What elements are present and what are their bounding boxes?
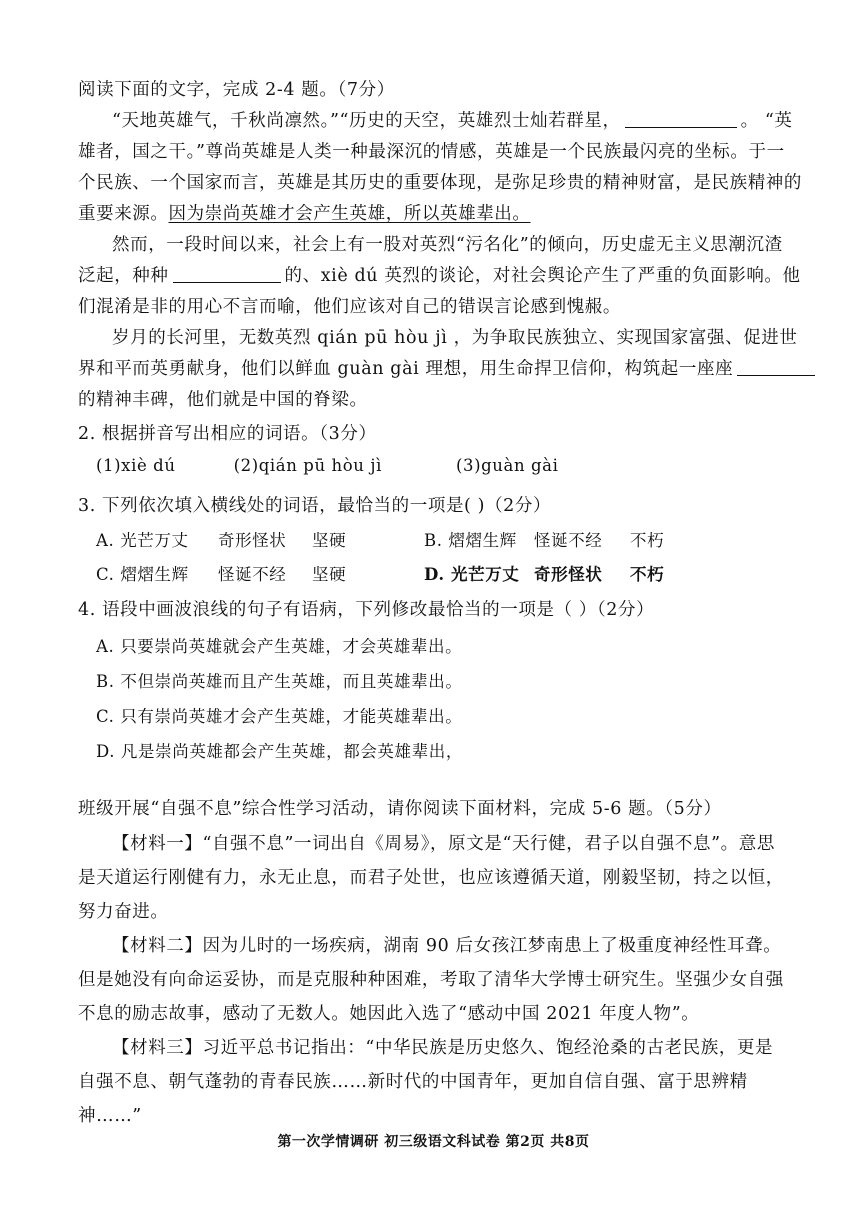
- question-4-stem: 4. 语段中画波浪线的句子有语病，下列修改最恰当的一项是（ ）（2分）: [78, 600, 655, 620]
- text-segment: 泛起，种种: [78, 266, 169, 286]
- question-3-stem: 3. 下列依次填入横线处的词语，最恰当的一项是( )（2分）: [78, 496, 552, 516]
- paragraph-line: 岁月的长河里，无数英烈 qián pū hòu jì ，为争取民族独立、实现国家富强、促进世: [112, 328, 798, 348]
- option-a-word: A. 光芒万丈: [96, 531, 189, 550]
- pinyin-item: (2)qián pū hòu jì: [233, 456, 382, 475]
- text-segment: 重要来源。: [78, 204, 169, 224]
- fill-blank: [173, 266, 281, 283]
- paragraph-line: 个民族、一个国家而言，英雄是其历史的重要体现，是弥足珍贵的精神财富，是民族精神的: [78, 173, 802, 193]
- option-c-word: 怪诞不经: [218, 565, 287, 584]
- material-3-line: 神……”: [78, 1106, 142, 1126]
- paragraph-line: 然而，一段时间以来，社会上有一股对英烈“污名化”的倾向，历史虚无主义思潮沉渣: [112, 235, 783, 255]
- text-segment: “天地英雄气，千秋尚凛然。”“历史的天空，英雄烈士灿若群星，: [112, 111, 621, 131]
- material-2-line: 不息的励志故事，感动了无数人。她因此入选了“感动中国 2021 年度人物”。: [78, 1004, 700, 1024]
- option-d-word: 奇形怪状: [534, 565, 603, 584]
- material-2-line: 但是她没有向命运妥协，而是克服种种困难，考取了清华大学博士研究生。坚强少女自强: [78, 970, 784, 990]
- fill-blank: [625, 111, 737, 128]
- paragraph-line: 们混淆是非的用心不言而喻，他们应该对自己的错误言论感到愧赧。: [78, 297, 621, 317]
- paragraph-line: [78, 355, 819, 380]
- question-4-option-d: D. 凡是崇尚英雄都会产生英雄，都会英雄辈出，: [96, 742, 463, 761]
- material-3-line: 【材料三】习近平总书记指出：“中华民族是历史悠久、饱经沧桑的古老民族，更是: [112, 1038, 774, 1058]
- pinyin-item: (1)xiè dú: [96, 456, 176, 475]
- text-segment: 界和平而英勇献身，他们以鲜血 guàn gài 理想，用生命捍卫信仰，构筑起一座座: [78, 359, 734, 379]
- material-2-line: 【材料二】因为儿时的一场疾病，湖南 90 后女孩江梦南患上了极重度神经性耳聋。: [112, 936, 782, 956]
- pinyin-item: (3)guàn gài: [455, 456, 559, 475]
- material-1-line: 【材料一】“自强不息”一词出自《周易》，原文是“天行健，君子以自强不息”。意思: [112, 834, 775, 854]
- option-c-word: C. 熠熠生辉: [96, 565, 189, 584]
- option-a-word: 坚硬: [312, 531, 347, 550]
- wavy-underlined-sentence: 因为崇尚英雄才会产生英雄，所以英雄辈出。: [168, 204, 531, 224]
- material-1-line: 努力奋进。: [78, 902, 169, 922]
- option-b-word: B. 熠熠生辉: [424, 531, 517, 550]
- page-footer: 第一次学情调研 初三级语文科试卷 第2页 共8页: [277, 1134, 590, 1150]
- section-heading: 阅读下面的文字，完成 2-4 题。（7分）: [78, 80, 395, 100]
- material-3-line: 自强不息、朝气蓬勃的青春民族……新时代的中国青年，更加自信自强、富于思辨精: [78, 1072, 748, 1092]
- question-3-options-row: [96, 561, 664, 585]
- paragraph-line: [78, 200, 531, 225]
- option-d-word: 不朽: [630, 565, 665, 584]
- option-c-word: 坚硬: [312, 565, 347, 584]
- fill-blank: [737, 359, 815, 376]
- option-a-word: 奇形怪状: [218, 531, 287, 550]
- paragraph-line: 雄者，国之干。”尊尚英雄是人类一种最深沉的情感，英雄是一个民族最闪亮的坐标。于一: [78, 142, 785, 162]
- text-segment: 。 “英: [740, 111, 793, 131]
- question-4-option-b: B. 不但崇尚英雄而且产生英雄，而且英雄辈出。: [96, 672, 463, 691]
- option-b-word: 怪诞不经: [534, 531, 603, 550]
- text-segment: 的、xiè dú 英烈的谈论，对社会舆论产生了严重的负面影响。他: [284, 266, 801, 286]
- material-1-line: 是天道运行刚健有力，永无止息，而君子处世，也应该遵循天道，刚毅坚韧，持之以恒，: [78, 868, 784, 888]
- question-3-options-row: [96, 527, 664, 551]
- question-2-stem: 2. 根据拼音写出相应的词语。（3分）: [78, 424, 377, 444]
- option-d-word: D. 光芒万丈: [424, 565, 520, 584]
- paragraph-line: [78, 262, 801, 287]
- paragraph-line: 的精神丰碑，他们就是中国的脊梁。: [78, 390, 368, 410]
- section-heading: 班级开展“自强不息”综合性学习活动，请你阅读下面材料，完成 5-6 题。（5分）: [78, 799, 722, 819]
- question-4-option-c: C. 只有崇尚英雄才会产生英雄，才能英雄辈出。: [96, 707, 463, 726]
- option-b-word: 不朽: [630, 531, 665, 550]
- question-2-items: [96, 456, 559, 475]
- question-4-option-a: A. 只要崇尚英雄就会产生英雄，才会英雄辈出。: [96, 637, 463, 656]
- paragraph-line: [112, 107, 793, 132]
